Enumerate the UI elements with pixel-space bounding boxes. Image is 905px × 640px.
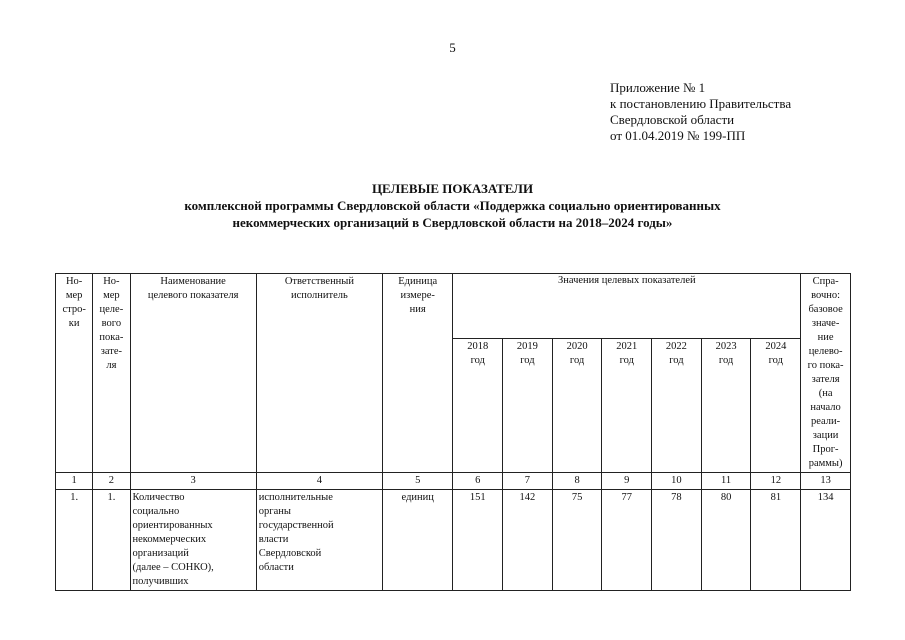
page-number: 5 <box>449 40 456 55</box>
cell-text-line: пока- <box>99 332 124 343</box>
cell-text-line: 2023 <box>715 340 737 352</box>
header-indicator-number <box>93 274 130 473</box>
cell-text-line: мер <box>65 290 83 301</box>
cell-text-line: Единица <box>398 276 438 287</box>
cell-text-line: целево- <box>808 346 843 357</box>
cell-text-line: (далее – СОНКО), <box>132 562 214 573</box>
cell-text-line: власти <box>258 534 289 545</box>
cell-text-line: 2018 <box>467 340 489 352</box>
header-year <box>751 338 801 472</box>
column-number: 1 <box>56 473 93 490</box>
cell-text-line: ния <box>409 304 426 315</box>
column-number: 5 <box>383 473 453 490</box>
cell-text-line: некоммерческих <box>132 534 207 545</box>
cell-text-line: зате- <box>100 346 123 357</box>
header-year <box>453 338 503 472</box>
cell-text-line: Количество <box>132 492 185 503</box>
cell-text-line: год <box>619 354 634 366</box>
cell-text-line: значе- <box>811 318 840 329</box>
value-cell-2021: 77 <box>602 490 652 591</box>
cell-text-line: год <box>718 354 734 366</box>
value-cell-2023: 80 <box>701 490 751 591</box>
header-executor <box>256 274 382 473</box>
column-number: 11 <box>701 473 751 490</box>
column-number: 12 <box>751 473 801 490</box>
header-year <box>602 338 652 472</box>
cell-text-line: ля <box>106 360 117 371</box>
cell-text-line: целевого показателя <box>147 290 239 301</box>
cell-text-line: вочно: <box>811 290 841 301</box>
cell-text-line: измере- <box>400 290 435 301</box>
column-number: 9 <box>602 473 652 490</box>
appendix-line: Свердловской области <box>610 112 735 127</box>
value-cell-2019: 142 <box>503 490 553 591</box>
cell-text-line: Прог- <box>812 444 839 455</box>
cell-text-line: год <box>520 354 535 366</box>
cell-text-line: организаций <box>132 548 189 559</box>
column-number: 10 <box>652 473 702 490</box>
cell-text-line: исполнительные <box>258 492 333 503</box>
appendix-line: от 01.04.2019 № 199-ПП <box>610 128 746 143</box>
column-number: 3 <box>130 473 256 490</box>
table-row <box>56 490 851 591</box>
document-title <box>0 180 905 231</box>
header-year <box>652 338 702 472</box>
cell-text-line: целе- <box>99 304 124 315</box>
appendix-block <box>610 80 791 144</box>
cell-text-line: зателя <box>811 374 840 385</box>
column-number: 2 <box>93 473 130 490</box>
unit-cell: единиц <box>383 490 453 591</box>
cell-text-line: Но- <box>65 276 83 287</box>
page-crop-mask <box>0 603 905 640</box>
cell-text-line: зации <box>812 430 839 441</box>
cell-text-line: ки <box>68 318 80 329</box>
cell-text-line: 2020 <box>566 340 588 352</box>
header-reference <box>801 274 851 473</box>
header-year <box>552 338 602 472</box>
cell-text-line: Наименование <box>160 276 226 287</box>
cell-text-line: органы <box>258 506 291 517</box>
cell-text-line: Свердловской <box>258 548 322 559</box>
cell-text-line: Ответственный <box>284 276 354 287</box>
cell-text-line: вого <box>101 318 122 329</box>
indicator-name-cell <box>130 490 256 591</box>
header-unit <box>383 274 453 473</box>
header-values-group: Значения целевых показателей <box>453 274 801 339</box>
column-number: 7 <box>503 473 553 490</box>
column-number: 8 <box>552 473 602 490</box>
cell-text-line: 2021 <box>616 340 638 352</box>
column-number: 4 <box>256 473 382 490</box>
cell-text-line: год <box>569 354 585 366</box>
indicator-number-cell: 1. <box>93 490 130 591</box>
title-line: некоммерческих организаций в Свердловской области на 2018–2024 годы» <box>232 215 673 230</box>
cell-text-line: ние <box>817 332 834 343</box>
cell-text-line: 2022 <box>665 340 687 352</box>
cell-text-line: (на <box>818 388 833 399</box>
column-number-row <box>56 473 851 490</box>
appendix-line: Приложение № 1 <box>610 80 706 95</box>
column-number: 13 <box>801 473 851 490</box>
title-line: комплексной программы Свердловской области «Поддержка социально ориентированных <box>184 198 721 213</box>
header-indicator-name <box>130 274 256 473</box>
cell-text-line: государственной <box>258 520 334 531</box>
cell-text-line: год <box>669 354 684 366</box>
value-cell-2022: 78 <box>652 490 702 591</box>
cell-text-line: ориентированных <box>132 520 213 531</box>
cell-text-line: год <box>470 354 485 366</box>
header-row-number <box>56 274 93 473</box>
indicators-table <box>55 273 851 591</box>
row-number-cell: 1. <box>56 490 93 591</box>
cell-text-line: 2019 <box>516 340 538 352</box>
cell-text-line: раммы) <box>808 458 843 469</box>
cell-text-line: реали- <box>811 416 841 427</box>
cell-text-line: мер <box>103 290 120 301</box>
cell-text-line: области <box>258 562 294 573</box>
header-year <box>503 338 553 472</box>
reference-value-cell: 134 <box>801 490 851 591</box>
value-cell-2024: 81 <box>751 490 801 591</box>
header-year <box>701 338 751 472</box>
cell-text-line: 2024 <box>765 340 787 352</box>
cell-text-line: исполнитель <box>291 290 348 301</box>
cell-text-line: получивших <box>132 576 189 587</box>
value-cell-2020: 75 <box>552 490 602 591</box>
title-heading: ЦЕЛЕВЫЕ ПОКАЗАТЕЛИ <box>371 181 534 196</box>
cell-text-line: го пока- <box>807 360 844 371</box>
cell-text-line: Спра- <box>812 276 839 287</box>
cell-text-line: стро- <box>62 304 86 315</box>
cell-text-line: начало <box>810 402 841 413</box>
executor-cell <box>256 490 382 591</box>
cell-text-line: Но- <box>103 276 120 287</box>
appendix-line: к постановлению Правительства <box>610 96 792 111</box>
cell-text-line: базовое <box>808 304 843 315</box>
column-number: 6 <box>453 473 503 490</box>
value-cell-2018: 151 <box>453 490 503 591</box>
cell-text-line: социально <box>132 506 180 517</box>
cell-text-line: год <box>768 354 783 366</box>
